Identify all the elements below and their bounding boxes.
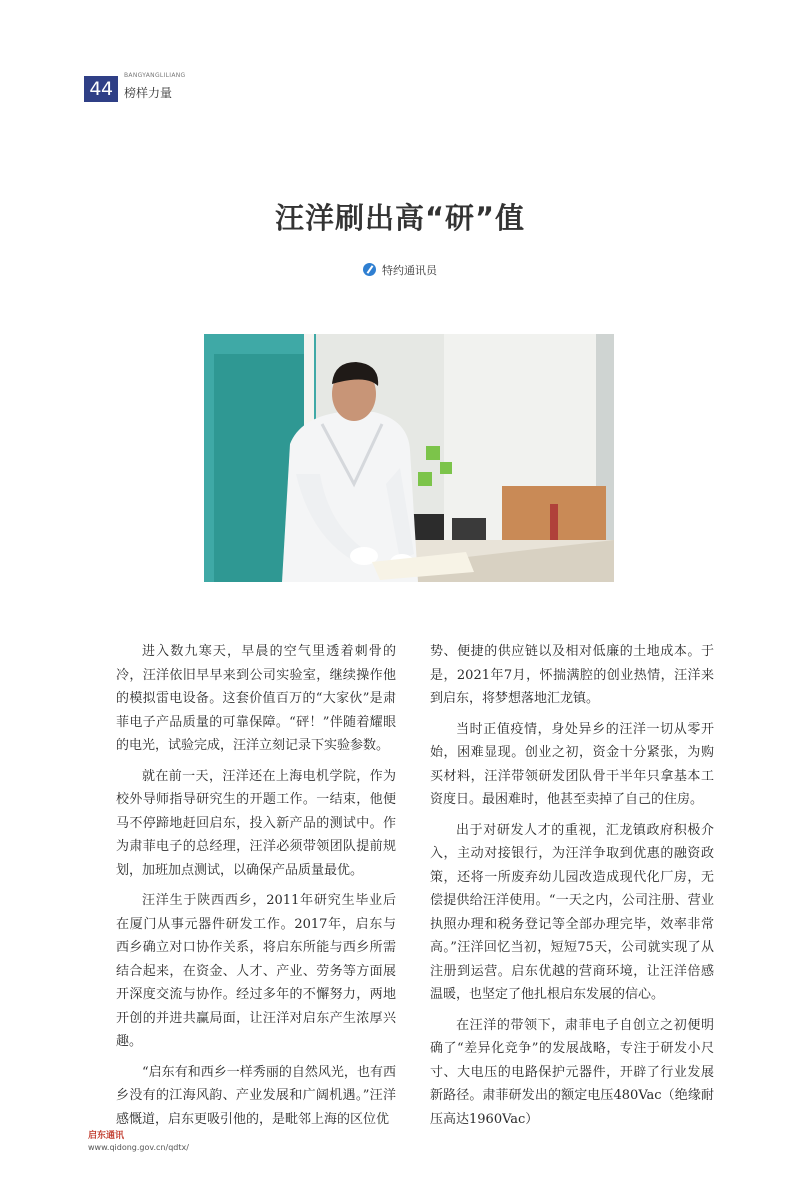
paragraph: 就在前一天，汪洋还在上海电机学院，作为校外导师指导研究生的开题工作。一结束，他便马不停蹄地赶回启东，投入新产品的测试中。作为肃菲电子的总经理，汪洋必须带领团队提前规划，加班加点测试，以确保产品质量最优。 [116,768,396,878]
footer-brand: 启东通讯 [88,1131,125,1141]
article-photo [204,334,614,582]
pen-icon [363,263,376,276]
paragraph: 势、便捷的供应链以及相对低廉的土地成本。于是，2021年7月，怀揣满腔的创业热情，汪洋来到启东，将梦想落地汇龙镇。 [430,644,714,706]
paragraph: 汪洋生于陕西西乡，2011年研究生毕业后在厦门从事元器件研发工作。2017年，启东与西乡确立对口协作关系，将启东所能与西乡所需结合起来，在资金、人才、产业、劳务等方面展开深度交流与协作。经过多年的不懈努力，两地开创的并进共赢局面，让汪洋对启东产生浓厚兴趣。 [116,893,396,1049]
paragraph: 进入数九寒天，早晨的空气里透着刺骨的冷，汪洋依旧早早来到公司实验室，继续操作他的模拟雷电设备。这套价值百万的“大家伙”是肃菲电子产品质量的可靠保障。“砰！”伴随着耀眼的电光，试验完成，汪洋立刻记录下实验参数。 [116,644,396,753]
paragraph: 出于对研发人才的重视，汇龙镇政府积极介入，主动对接银行，为汪洋争取到优惠的融资政策，还将一所废弃幼儿园改造成现代化厂房，无偿提供给汪洋使用。“一天之内，公司注册、营业执照办理和税务登记等全部办理完毕，效率非常高。”汪洋回忆当初，短短75天，公司就实现了从注册到运营。启东优越的营商环境，让汪洋倍感温暖，也坚定了他扎根启东发展的信心。 [430,822,714,1002]
section-label: 榜样力量 [124,86,173,100]
right-column [430,640,714,1138]
photo-illustration [204,334,614,582]
paragraph: 在汪洋的带领下，肃菲电子自创立之初便明确了“差异化竞争”的发展战略，专注于研发小尺寸、大电压的电路保护元器件，开辟了行业发展新路径。肃菲研发出的额定电压480Vac（绝缘耐压高达1960Vac） [430,1017,714,1127]
paragraph: 当时正值疫情，身处异乡的汪洋一切从零开始，困难显现。创业之初，资金十分紧张，为购买材料，汪洋带领研发团队骨干半年只拿基本工资度日。最困难时，他甚至卖掉了自己的住房。 [430,721,714,807]
left-column [116,640,396,1138]
section-label-en: BANGYANGLILIANG [124,72,186,79]
article-title: 汪洋刷出高“研”值 [274,201,526,235]
paragraph: “启东有和西乡一样秀丽的自然风光，也有西乡没有的江海风韵、产业发展和广阔机遇。”汪洋感慨道，启东更吸引他的，是毗邻上海的区位优 [116,1064,396,1127]
page-number: 44 [84,76,118,102]
byline-text: 特约通讯员 [382,264,437,277]
footer-url[interactable]: www.qidong.gov.cn/qdtx/ [88,1143,189,1152]
page-footer [88,1128,189,1152]
byline [0,262,800,278]
